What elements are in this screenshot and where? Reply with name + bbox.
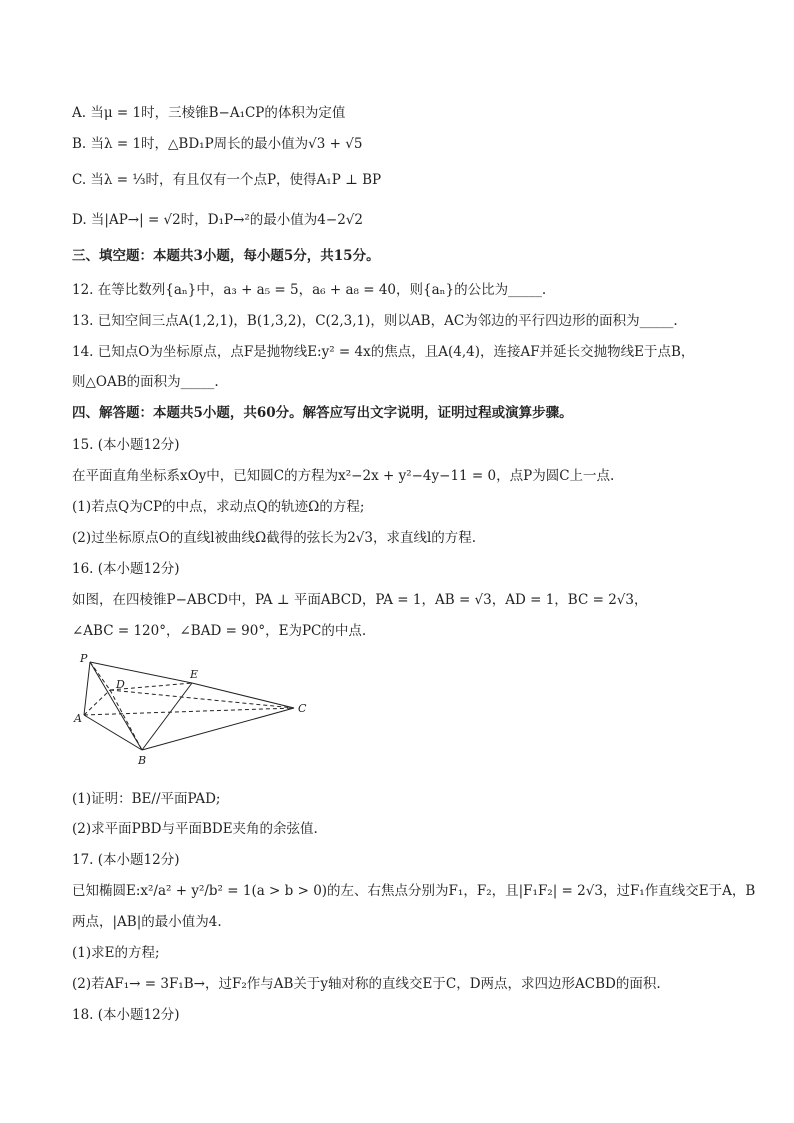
question-17-heading: 17. (本小题12分)	[72, 852, 180, 868]
question-16-part-2: (2)求平面PBD与平面BDE夹角的余弦值.	[72, 821, 318, 837]
question-13: 13. 已知空间三点A(1,2,1)，B(1,3,2)，C(2,3,1)，则以AB，AC为邻边的平行四边形的面积为_____.	[72, 313, 678, 329]
question-17-stem-line-1: 已知椭圆E:x²/a² + y²/b² = 1(a > b > 0)的左、右焦点分别为F₁，F₂，且|F₁F₂| = 2√3，过F₁作直线交E于A，B	[72, 883, 756, 899]
question-15-part-1: (1)若点Q为CP的中点，求动点Q的轨迹Ω的方程;	[72, 499, 365, 515]
vertex-label-a: A	[74, 712, 82, 725]
vertex-label-p: P	[80, 652, 88, 665]
question-14-line-2: 则△OAB的面积为_____.	[72, 374, 219, 390]
vertex-label-d: D	[116, 678, 125, 691]
option-c: C. 当λ = ⅓时，有且仅有一个点P，使得A₁P ⊥ BP	[72, 172, 382, 188]
question-17-part-1: (1)求E的方程;	[72, 945, 160, 961]
question-16-heading: 16. (本小题12分)	[72, 561, 180, 577]
question-17-stem-line-2: 两点，|AB|的最小值为4.	[72, 914, 222, 930]
question-17-part-2: (2)若AF₁→ = 3F₁B→，过F₂作与AB关于y轴对称的直线交E于C，D两点，求四边形ACBD的面积.	[72, 976, 661, 992]
pyramid-figure	[72, 650, 322, 770]
question-15-stem: 在平面直角坐标系xOy中，已知圆C的方程为x²−2x + y²−4y−11 = 0，点P为圆C上一点.	[72, 468, 615, 484]
question-18-heading: 18. (本小题12分)	[72, 1007, 180, 1023]
question-15-heading: 15. (本小题12分)	[72, 437, 180, 453]
section-fill-blank-heading: 三、填空题：本题共3小题，每小题5分，共15分。	[72, 248, 380, 264]
option-b: B. 当λ = 1时，△BD₁P周长的最小值为√3 + √5	[72, 136, 363, 152]
vertex-label-e: E	[190, 668, 199, 681]
question-14-line-1: 14. 已知点O为坐标原点，点F是抛物线E:y² = 4x的焦点，且A(4,4)，连接AF并延长交抛物线E于点B，	[72, 344, 695, 360]
question-15-part-2: (2)过坐标原点O的直线l被曲线Ω截得的弦长为2√3，求直线l的方程.	[72, 530, 477, 546]
question-12: 12. 在等比数列{aₙ}中，a₃ + a₅ = 5，a₆ + a₈ = 40，则{aₙ}的公比为_____.	[72, 282, 547, 298]
question-16-stem-line-1: 如图，在四棱锥P−ABCD中，PA ⊥ 平面ABCD，PA = 1，AB = √3，AD = 1，BC = 2√3，	[72, 592, 648, 608]
option-a: A. 当μ = 1时，三棱锥B−A₁CP的体积为定值	[72, 105, 346, 121]
vertex-label-c: C	[298, 702, 307, 715]
option-d: D. 当|AP→| = √2时，D₁P→²的最小值为4−2√2	[72, 212, 363, 228]
section-answer-heading: 四、解答题：本题共5小题，共60分。解答应写出文字说明，证明过程或演算步骤。	[72, 405, 573, 421]
question-16-part-1: (1)证明：BE//平面PAD;	[72, 791, 221, 807]
question-16-stem-line-2: ∠ABC = 120°，∠BAD = 90°，E为PC的中点.	[72, 623, 367, 639]
vertex-label-b: B	[138, 754, 147, 767]
